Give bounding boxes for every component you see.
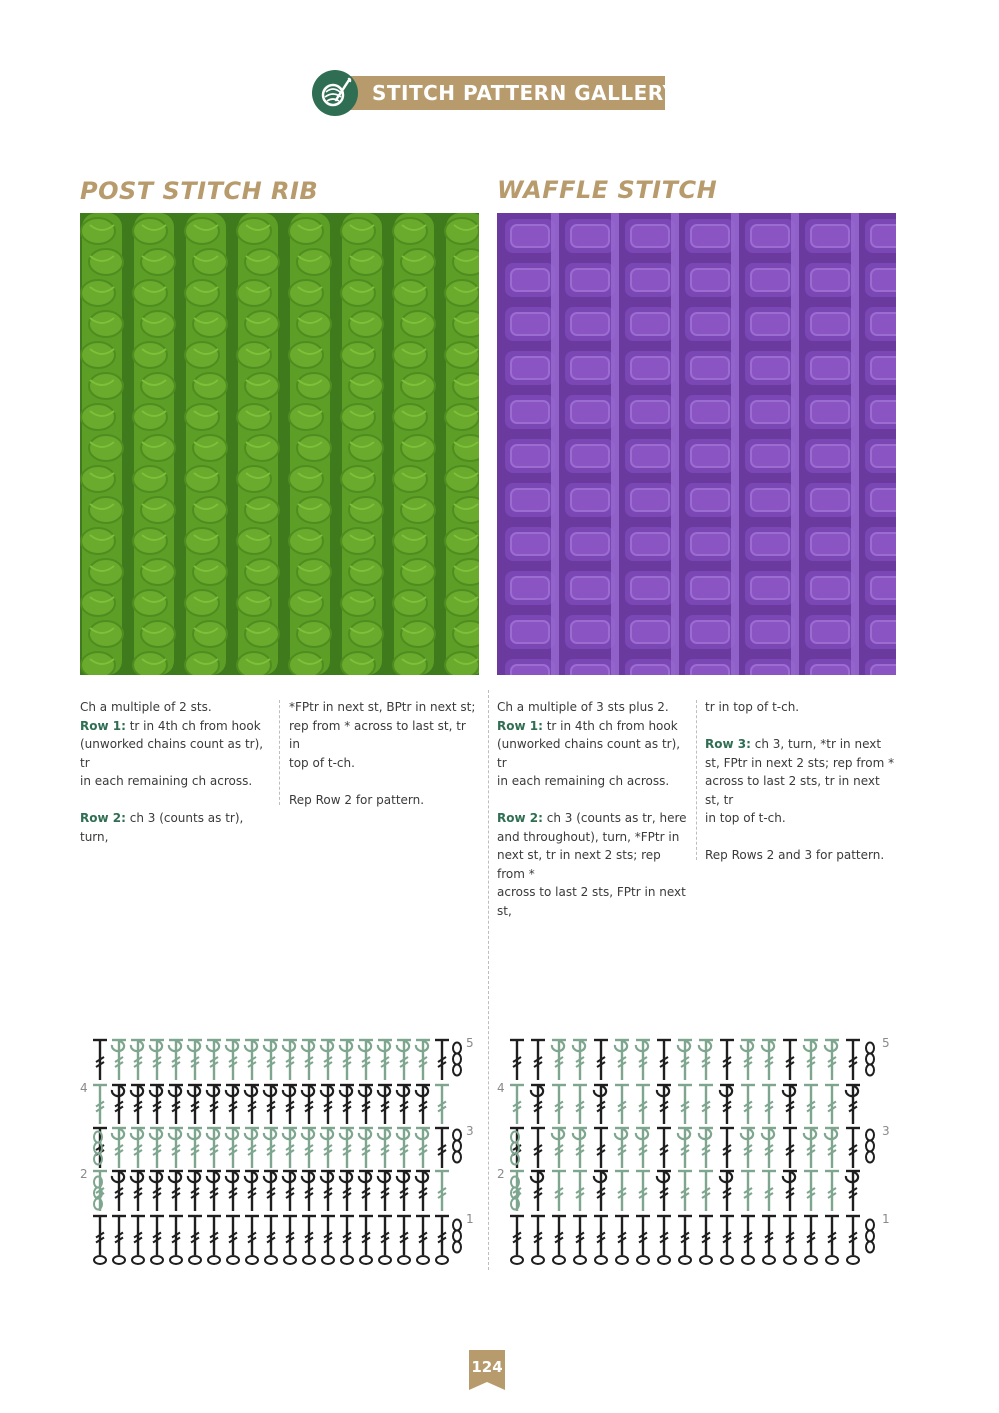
- rib-instructions-col2: *FPtr in next st, BPtr in next st; rep from * across to last st, tr in top of t-ch. Rep Row 2 for pattern.: [289, 698, 479, 809]
- rib-row2: Row 2: ch 3 (counts as tr), turn,: [80, 811, 244, 844]
- center-divider: [488, 690, 489, 1270]
- rib-chart-label-2: 2: [80, 1167, 88, 1181]
- waffle-stitch-title: WAFFLE STITCH: [497, 176, 718, 204]
- rib-instructions-col1: Ch a multiple of 2 sts. Row 1: tr in 4th ch from hook (unworked chains count as tr), tr in each remaining ch across. Row 2: ch 3 (counts as tr), turn,: [80, 698, 270, 846]
- rib-row1-label: Row 1:: [80, 718, 126, 733]
- rib-column-divider: [279, 700, 280, 805]
- waffle-chart-label-4: 4: [497, 1081, 505, 1095]
- waffle-row1-label: Row 1:: [497, 718, 543, 733]
- rib-repeat: Rep Row 2 for pattern.: [289, 792, 425, 807]
- page-number-tab: [469, 1350, 505, 1390]
- waffle-cast-on: Ch a multiple of 3 sts plus 2.: [497, 700, 669, 714]
- rib-row1: Row 1: tr in 4th ch from hook: [80, 718, 261, 733]
- rib-chart-label-4: 4: [80, 1081, 88, 1095]
- waffle-row3-label: Row 3:: [705, 737, 751, 751]
- rib-chart-label-3: 3: [466, 1124, 474, 1138]
- waffle-row2: Row 2: ch 3 (counts as tr, here: [497, 811, 687, 825]
- post-stitch-rib-title: POST STITCH RIB: [80, 177, 319, 205]
- post-stitch-rib-photo: [80, 213, 479, 675]
- rib-row2-label: Row 2:: [80, 811, 126, 825]
- waffle-row1: Row 1: tr in 4th ch from hook: [497, 718, 678, 733]
- yarn-crochet-icon: [312, 70, 358, 116]
- waffle-chart-label-1: 1: [882, 1212, 890, 1226]
- waffle-instructions-col1: Ch a multiple of 3 sts plus 2. Row 1: tr in 4th ch from hook (unworked chains count as tr), tr in each remaining ch across. Row 2: ch 3 (counts as tr, here and throughout), turn, *FPtr in next st, tr in next 2 sts; rep from * across to last 2 sts, FPtr in next st,: [497, 698, 692, 920]
- page-number: 124: [471, 1358, 503, 1376]
- waffle-chart-label-3: 3: [882, 1124, 890, 1138]
- waffle-stitch-photo: [497, 213, 896, 675]
- waffle-chart-label-2: 2: [497, 1167, 505, 1181]
- waffle-column-divider: [696, 700, 697, 860]
- rib-chart-label-1: 1: [466, 1212, 474, 1226]
- banner-bar: [336, 76, 678, 110]
- waffle-row3: Row 3: ch 3, turn, *tr in next: [705, 737, 882, 751]
- banner-circle: [312, 70, 358, 116]
- rib-chart-label-5: 5: [466, 1036, 474, 1050]
- waffle-row2-label: Row 2:: [497, 811, 543, 825]
- post-stitch-rib-chart: [78, 1030, 483, 1270]
- rib-cast-on: Ch a multiple of 2 sts.: [80, 700, 212, 714]
- banner-title: STITCH PATTERN GALLERY: [372, 81, 678, 105]
- section-banner: [312, 70, 678, 116]
- waffle-chart-label-5: 5: [882, 1036, 890, 1050]
- waffle-stitch-chart: [495, 1030, 900, 1270]
- waffle-repeat: Rep Rows 2 and 3 for pattern.: [705, 848, 885, 862]
- waffle-instructions-col2: tr in top of t-ch. Row 3: ch 3, turn, *tr in next st, FPtr in next 2 sts; rep from * across to last 2 sts, tr in next st, tr in top of t-ch. Rep Rows 2 and 3 for pattern.: [705, 698, 895, 865]
